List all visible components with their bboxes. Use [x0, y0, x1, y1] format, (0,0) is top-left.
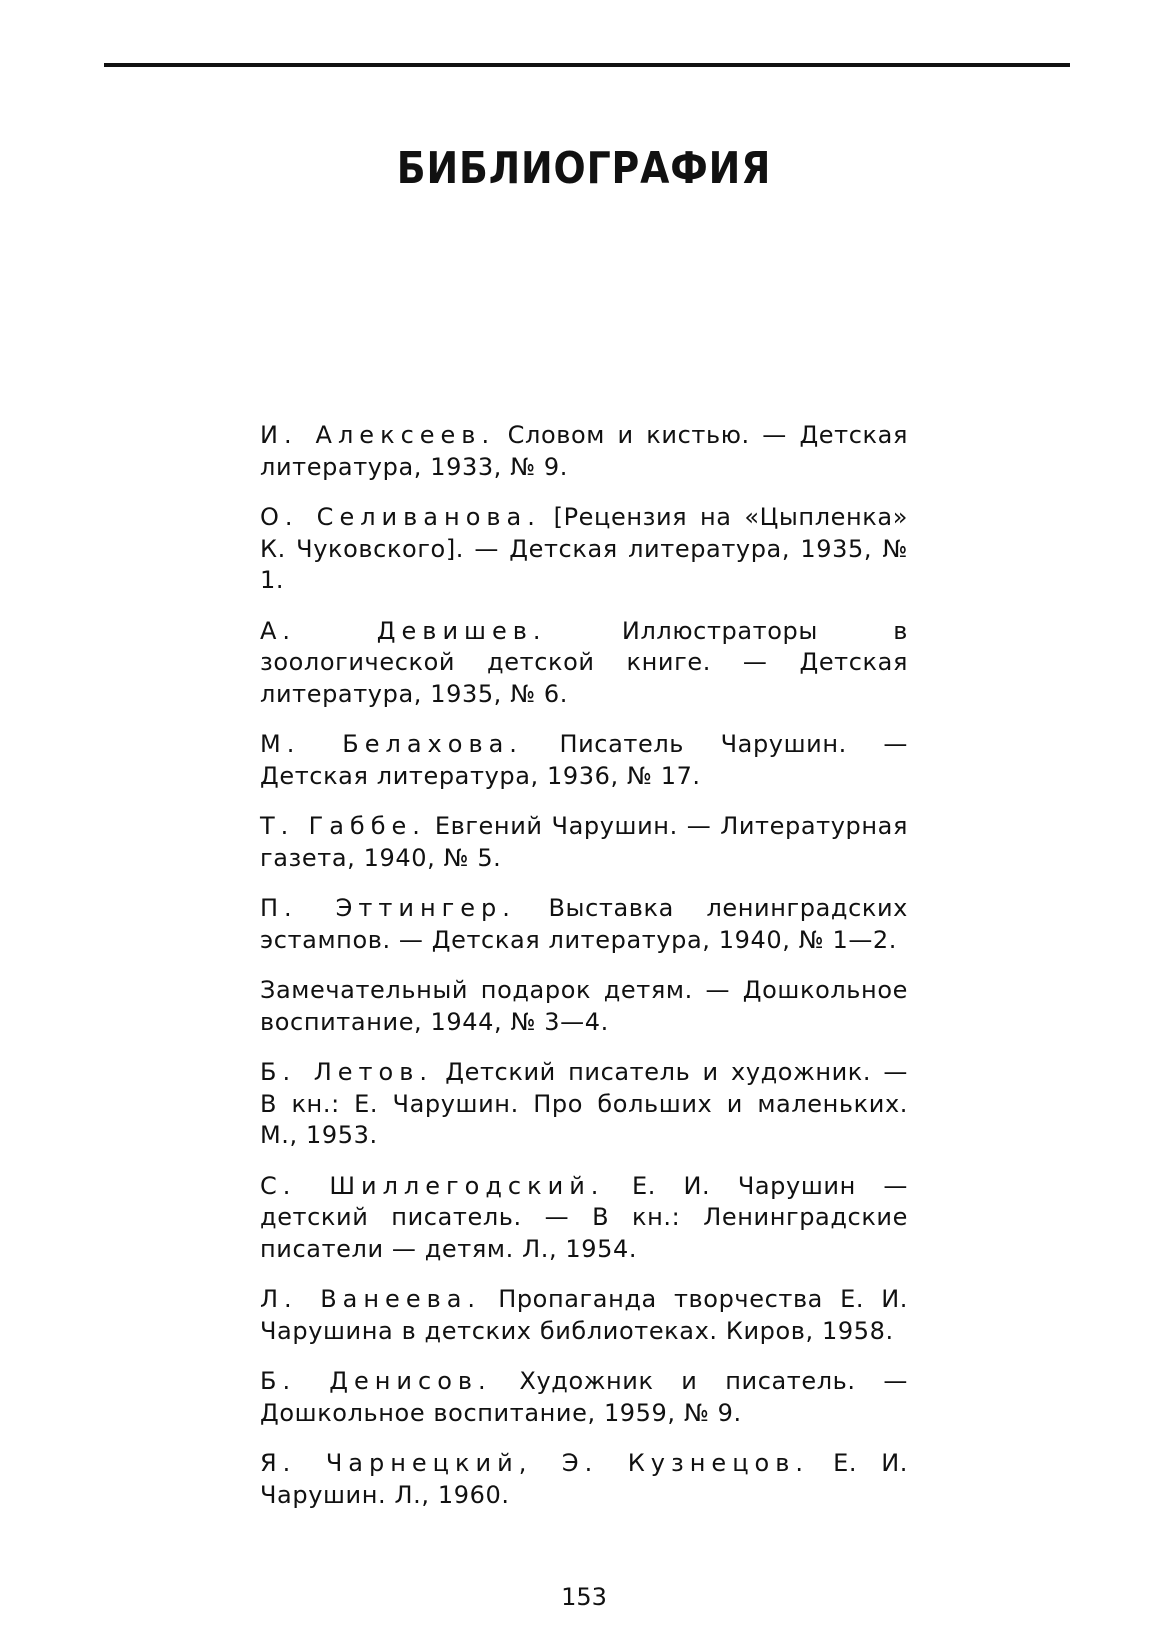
- entry-text: Пропаганда творчества Е. И. Чарушина в детских библиотеках. Киров, 1958.: [260, 1285, 908, 1345]
- entry-author: Б. Летов.: [260, 1058, 433, 1086]
- page-number: 153: [561, 1583, 607, 1611]
- entry-text: Е. И. Чарушин — детский писатель. — В кн.: Ленинградские писатели — детям. Л., 1954.: [260, 1171, 909, 1263]
- top-rule: [104, 63, 1070, 67]
- page-title: БИБЛИОГРАФИЯ: [396, 143, 772, 195]
- bibliography-entry: [260, 1057, 908, 1152]
- bibliography-entry: [260, 616, 908, 711]
- entry-text: Художник и писатель. — Дошкольное воспитание, 1959, № 9.: [260, 1367, 908, 1427]
- entry-author: А. Девишев.: [260, 616, 547, 645]
- bibliography-entry: [260, 420, 908, 483]
- entry-author: Б. Денисов.: [260, 1367, 492, 1395]
- entry-author: С. Шиллегодский.: [260, 1171, 605, 1200]
- entry-text: Замечательный подарок детям. — Дошкольное воспитание, 1944, № 3—4.: [260, 976, 908, 1036]
- bibliography-entry: [260, 502, 908, 597]
- entry-text: Евгений Чарушин. — Литературная газета, 1940, № 5.: [260, 812, 908, 872]
- entry-text: Словом и кистью. — Детская литература, 1933, № 9.: [260, 421, 908, 481]
- bibliography-entry: [260, 975, 908, 1038]
- entry-text: Е. И. Чарушин. Л., 1960.: [260, 1449, 909, 1509]
- entry-author: И. Алексеев.: [260, 421, 496, 449]
- entry-text: Детский писатель и художник. — В кн.: Е. Чарушин. Про больших и маленьких. М., 1953.: [260, 1058, 908, 1149]
- bibliography-list: [260, 420, 908, 1530]
- bibliography-entry: [260, 893, 908, 956]
- entry-text: Выставка ленинградских эстампов. — Детская литература, 1940, № 1—2.: [260, 894, 908, 954]
- entry-author: О. Селиванова.: [260, 503, 541, 531]
- entry-author: Т. Габбе.: [260, 812, 426, 840]
- entry-author: Я. Чарнецкий, Э. Кузнецов.: [260, 1449, 809, 1477]
- entry-text: Иллюстраторы в зоологической детской книге. — Детская литература, 1935, № 6.: [260, 616, 909, 708]
- bibliography-entry: [260, 1284, 908, 1347]
- bibliography-entry: [260, 729, 908, 792]
- entry-author: М. Белахова.: [260, 730, 523, 758]
- entry-text: Писатель Чарушин. — Детская литература, 1936, № 17.: [260, 730, 908, 790]
- bibliography-entry: [260, 1366, 908, 1429]
- entry-text: [Рецензия на «Цыпленка» К. Чуковского]. — Детская литература, 1935, № 1.: [260, 503, 908, 594]
- bibliography-entry: [260, 811, 908, 874]
- bibliography-entry: [260, 1171, 908, 1266]
- entry-author: П. Эттингер.: [260, 894, 516, 922]
- entry-author: Л. Ванеева.: [260, 1285, 482, 1313]
- bibliography-entry: [260, 1448, 908, 1511]
